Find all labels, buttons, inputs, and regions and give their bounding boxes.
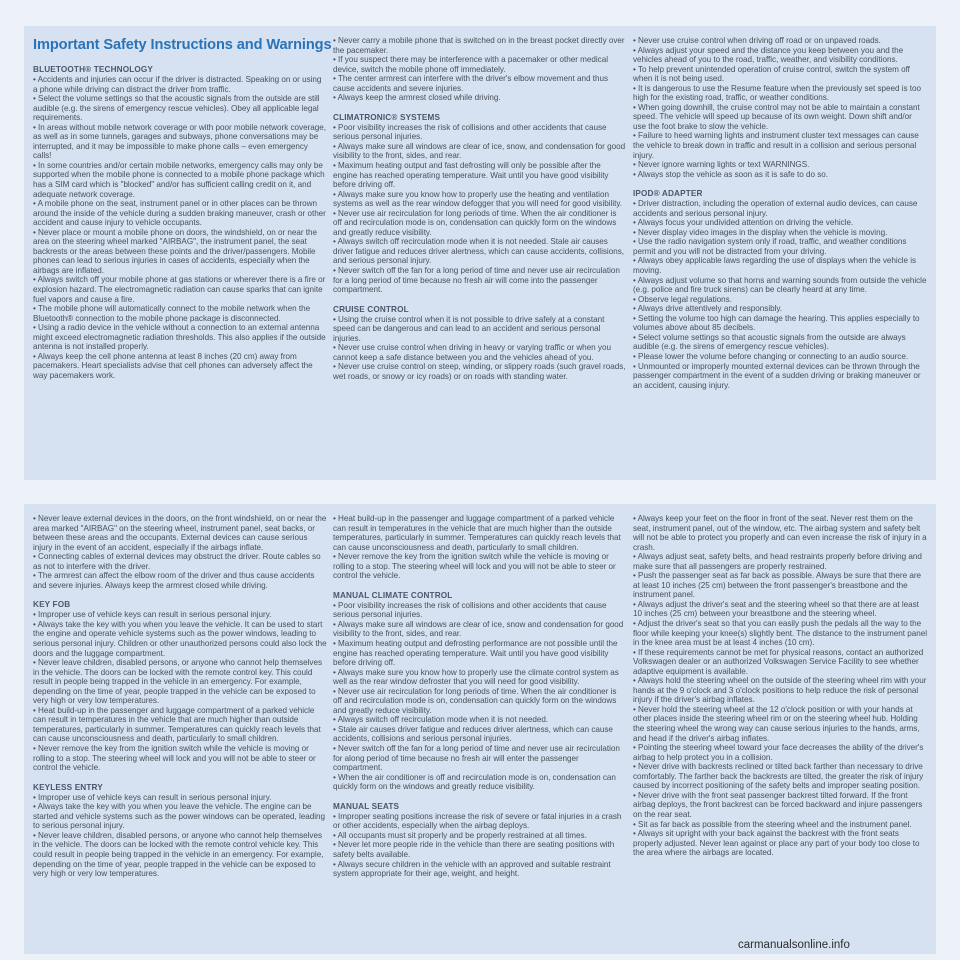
bullet-item: • Select volume settings so that acoustic signals from the outside are always audible (e.g. the sirens of emergency rescue vehicles). xyxy=(633,332,906,352)
bullet-item: • Always drive attentively and responsibly. xyxy=(633,304,783,314)
bullet-item: • Heat build-up in the passenger and luggage compartment of a parked vehicle can result in temperatures in the vehicle that are much higher than outside temperatures, particularly in summer. Temperatures can quickly reach levels that can cause unconsciousness and death, particularly to small children. xyxy=(33,705,321,744)
section xyxy=(333,305,627,382)
bullet-item: • Failure to heed warning lights and instrument cluster text messages can cause the vehicle to break down in traffic and result in a collision and serious personal injury. xyxy=(633,131,919,160)
bullet-item: • Always adjust your speed and the distance you keep between you and the vehicles ahead of you to the road, traffic, weather, and visibility conditions. xyxy=(633,45,904,65)
bottom-column-1 xyxy=(33,514,327,879)
bullet-item: • Always adjust the driver's seat and the steering wheel so that there are at least 10 inches (25 cm) between your breastbone and the steering wheel. xyxy=(633,599,919,619)
bullet-item: • Never display video images in the display when the vehicle is moving. xyxy=(633,227,888,237)
bullet-item: • Never leave children, disabled persons, or anyone who cannot help themselves in the vehicle. The doors can be locked with the remote control key. This could result in people being trapped in the vehicle in an emergency. For example, depending on the time of year, people trapped in the vehicle can be exposed to very high or very low temperatures. xyxy=(33,658,322,706)
bullet-item: • Always switch off recirculation mode when it is not needed. xyxy=(333,715,549,725)
bullet-item: • Never carry a mobile phone that is switched on in the breast pocket directly over the pacemaker. xyxy=(333,36,625,55)
section xyxy=(33,600,327,772)
section xyxy=(633,514,927,858)
bullet-item: • Never hold the steering wheel at the 12 o'clock position or with your hands at other places inside the steering wheel rim or on the steering wheel hub. Holding the steering wheel the wrong way can cause serious injuries to the hands, arms, and head if the driver's airbag inflates. xyxy=(633,704,920,743)
bullet-item: • If you suspect there may be interference with a pacemaker or other medical device, switch the mobile phone off immediately. xyxy=(333,55,609,74)
bullet-item: • Never drive with backrests reclined or tilted back farther than necessary to drive comfortably. The farther back the backrests are tilted, the greater the risk of injury caused by incorrect positioning of the safety belts and improper seating position. xyxy=(633,762,924,791)
bullet-item: • Never use air recirculation for long periods of time. When the air conditioner is off and recirculation mode is on, condensation can quickly form on the windows and greatly reduce visibility. xyxy=(333,208,617,237)
section-heading: MANUAL SEATS xyxy=(333,801,400,811)
bullet-item: • Improper use of vehicle keys can result in serious personal injury. xyxy=(33,610,272,620)
top-column-3 xyxy=(633,36,927,390)
bullet-item: • Always make sure all windows are clear of ice, snow and condensation for good visibility to the front, sides, and rear. xyxy=(333,619,624,639)
bullet-item: • To help prevent unintended operation of cruise control, switch the system off when it is not being used. xyxy=(633,64,910,84)
bullet-item: • A mobile phone on the seat, instrument panel or in other places can be thrown around the inside of the vehicle during a sudden braking maneuver, crash or other accident and cause injury to vehicle occupants. xyxy=(33,199,326,228)
bottom-panel xyxy=(24,504,936,954)
bullet-item: • Maximum heating output and defrosting performance are not possible until the engine has reached operating temperature. Wait until you have good visibility before driving off. xyxy=(333,639,618,668)
bullet-item: • Adjust the driver's seat so that you can easily push the pedals all the way to the floor while keeping your knee(s) slightly bent. The distance to the instrument panel in the knee area must be at least 4 inches (10 cm). xyxy=(633,619,927,648)
bullet-item: • In some countries and/or certain mobile networks, emergency calls may only be supported when the mobile phone is connected to a mobile phone package which has a SIM card which is "blocked" and/or has sufficient calling credit on it, and adequate network coverage. xyxy=(33,160,325,199)
bullet-item: • Connecting cables of external devices may obstruct the driver. Route cables so as not to interfere with the driver. xyxy=(33,552,321,571)
bullet-item: • The mobile phone will automatically connect to the mobile network when the Bluetooth® connection to the mobile phone package is disconnected. xyxy=(33,304,311,323)
bullet-item: • Never remove the key from the ignition switch while the vehicle is moving or rolling to a stop. The steering wheel will lock and you will not be able to steer or control the vehicle. xyxy=(333,552,616,581)
bullet-item: • Always make sure you know how to properly use the climate control system as well as the rear window defroster that you will need for good visibility. xyxy=(333,667,619,687)
section xyxy=(33,514,327,590)
bullet-item: • Always keep the armrest closed while driving. xyxy=(333,93,501,103)
bullet-item: • Always take the key with you when you leave the vehicle. The engine can be started and vehicle systems such as the power windows can be operated, leading to serious personal injury. xyxy=(33,802,326,831)
bullet-item: • Using a radio device in the vehicle without a connection to an external antenna might exceed electromagnetic radiation thresholds. This also applies if the outside antenna is not installed properly. xyxy=(33,323,326,352)
section-heading: KEY FOB xyxy=(33,600,71,610)
bullet-item: • Always sit upright with your back against the backrest with the front seats properly adjusted. Never lean against or place any part of your body too close to the area where the airbags are located. xyxy=(633,829,920,858)
section xyxy=(33,783,327,879)
watermark: carmanualsonline.info xyxy=(738,939,850,951)
bullet-item: • Never drive with the front seat passenger backrest tilted forward. If the front airbag deploys, the front backrest can be forced backward and injure passengers on the rear seat. xyxy=(633,790,923,819)
bullet-item: • Always stop the vehicle as soon as it is safe to do so. xyxy=(633,169,829,179)
bullet-item: • Always obey applicable laws regarding the use of displays when the vehicle is moving. xyxy=(633,256,917,276)
bullet-item: • Maximum heating output and fast defrosting will only be possible after the engine has reached operating temperature. Wait until you have good visibility before driving off. xyxy=(333,161,609,190)
bullet-item: • Never switch off the fan for a long period of time and never use air recirculation for a long period of time because no fresh air will come into the passenger compartment. xyxy=(333,266,620,295)
section xyxy=(333,36,627,103)
bullet-item: • Pointing the steering wheel toward your face decreases the ability of the driver's airbag to help protect you in a collision. xyxy=(633,743,924,762)
bullet-item: • Never leave external devices in the doors, on the front windshield, on or near the area marked "AIRBAG" on the steering wheel, instrument panel, seat backs, or between these areas and the occupants. External devices can cause serious injury in the event of an accident, especially if the airbags inflate. xyxy=(33,514,327,552)
section-heading: CRUISE CONTROL xyxy=(333,304,409,314)
bullet-item: • Driver distraction, including the operation of external audio devices, can cause accidents and serious personal injury. xyxy=(633,199,918,218)
bullet-item: • Unmounted or improperly mounted external devices can be thrown through the passenger compartment in the event of a sudden driving or braking maneuver or an accident, causing injury. xyxy=(633,361,921,390)
bullet-item: • Never switch off the fan for a long period of time and never use air recirculation for along period of time because no fresh air will enter the passenger compartment. xyxy=(333,744,620,773)
bullet-item: • Always switch off recirculation mode when it is not needed. Stale air causes driver fatigue and reduces driver alertness, which can cause accidents, collisions, and serious personal injury. xyxy=(333,237,624,266)
bullet-item: • When going downhill, the cruise control may not be able to maintain a constant speed. The vehicle will speed up because of its own weight. Down shift and/or use the foot brake to slow the vehicle. xyxy=(633,102,920,131)
bullet-item: • Never ignore warning lights or text WARNINGS. xyxy=(633,160,810,170)
bullet-item: • Observe legal regulations. xyxy=(633,294,732,304)
section xyxy=(333,802,627,879)
top-column-1 xyxy=(33,36,332,381)
bullet-item: • Always hold the steering wheel on the outside of the steering wheel rim with your hands at the 9 o'clock and 3 o'clock positions to help reduce the risk of personal injury if the driver's airbag inflates. xyxy=(633,676,927,705)
section-list xyxy=(33,65,327,381)
section-heading: BLUETOOTH® TECHNOLOGY xyxy=(33,65,154,74)
bullet-item: • Select the volume settings so that the acoustic signals from the outside are still audible (e.g. the sirens of emergency rescue vehicles). Obey all applicable legal requirements. xyxy=(33,94,320,123)
bullet-item: • Always adjust volume so that horns and warning sounds from outside the vehicle (e.g. police and fire truck sirens) can be clearly heard at any time. xyxy=(633,275,927,295)
bullet-item: • Always focus your undivided attention on driving the vehicle. xyxy=(633,218,854,228)
section xyxy=(633,36,927,179)
section xyxy=(333,514,627,581)
section-heading: IPOD® ADAPTER xyxy=(633,189,703,199)
bullet-item: • If these requirements cannot be met for physical reasons, contact an authorized Volkswagen dealer or an authorized Volkswagen Service Facility to see whether adaptive equipment is available. xyxy=(633,647,924,676)
bullet-item: • Always make sure all windows are clear of ice, snow, and condensation for good visibility to the front, sides, and rear. xyxy=(333,141,626,161)
bullet-item: • Always keep your feet on the floor in front of the seat. Never rest them on the seat, instrument panel, out of the window, etc. The airbag system and safety belt will not be able to protect you properly and can even increase the risk of injury in a crash. xyxy=(633,514,927,552)
bullet-item: • Poor visibility increases the risk of collisions and other accidents that cause serious personal injuries. xyxy=(333,122,607,142)
bullet-item: • Improper seating positions increase the risk of severe or fatal injuries in a crash or other accidents, especially when the airbag deploys. xyxy=(333,811,622,831)
bullet-item: • Poor visibility increases the risk of collisions and other accidents that cause serious personal injuries. xyxy=(333,600,607,620)
bullet-item: • Please lower the volume before changing or connecting to an audio source. xyxy=(633,351,909,361)
bullet-item: • Push the passenger seat as far back as possible. Always be sure that there are at least 10 inches (25 cm) between the front passenger's breastbone and the instrument panel. xyxy=(633,571,922,600)
bullet-item: • Never leave children, disabled persons, or anyone who cannot help themselves in the vehicle. The doors can be locked with the remote control vehicle key. This could result in people being trapped in the vehicle in an emergency. For example, depending on the time of year, people trapped in the vehicle can be exposed to very high or very low temperatures. xyxy=(33,830,324,879)
top-column-2 xyxy=(333,36,627,382)
bullet-item: • The center armrest can interfere with the driver's elbow movement and thus cause accidents and severe injuries. xyxy=(333,74,609,93)
section xyxy=(33,65,327,381)
bullet-item: • Always adjust seat, safety belts, and head restraints properly before driving and make sure that all passengers are properly restrained. xyxy=(633,552,922,571)
bullet-item: • It is dangerous to use the Resume feature when the previously set speed is too high for the existing road, traffic, or weather conditions. xyxy=(633,83,922,103)
bullet-item: • Never remove the key from the ignition switch while the vehicle is moving or rolling to a stop. The steering wheel will lock and you will not be able to steer or control the vehicle. xyxy=(33,744,316,773)
section-heading: MANUAL CLIMATE CONTROL xyxy=(333,590,453,600)
bullet-item: • Use the radio navigation system only if road, traffic, and weather conditions permit and you will not be distracted from your driving. xyxy=(633,237,907,256)
bottom-column-2 xyxy=(333,514,627,879)
section xyxy=(333,113,627,295)
bullet-item: • Always make sure you know how to properly use the heating and ventilation systems as well as the rear window defogger that you will need for good visibility. xyxy=(333,189,623,209)
page-title: Important Safety Instructions and Warnings xyxy=(33,37,332,53)
bullet-item: • Never place or mount a mobile phone on doors, the windshield, on or near the area on the steering wheel marked "AIRBAG", the instrument panel, the seat backrests or the areas between these points and the driver/passengers. Mobile phones can lead to serious injuries in cases of accidents, especially when the airbags are inflated. xyxy=(33,227,318,275)
bullet-item: • When the air conditioner is off and recirculation mode is on, condensation can quickly form on the windows and greatly reduce visibility. xyxy=(333,772,616,792)
section xyxy=(333,591,627,792)
bullet-item: • Never use cruise control when driving off road or on unpaved roads. xyxy=(633,36,881,45)
bullet-item: • Using the cruise control when it is not possible to drive safely at a constant speed can be dangerous and can lead to an accident and serious personal injuries. xyxy=(333,314,605,343)
top-panel xyxy=(24,26,936,480)
bullet-item: • Always secure children in the vehicle with an approved and suitable restraint system appropriate for their age, weight, and height. xyxy=(333,859,611,879)
bullet-item: • Stale air causes driver fatigue and reduces driver alertness, which can cause accidents, collisions and serious personal injuries. xyxy=(333,724,613,744)
section-heading: CLIMATRONIC® SYSTEMS xyxy=(333,112,441,122)
bullet-item: • Always keep the cell phone antenna at least 8 inches (20 cm) away from pacemakers. Heart specialists advise that cell phones can adversely affect the way pacemakers work. xyxy=(33,351,313,380)
bullet-item: • Always switch off your mobile phone at gas stations or wherever there is a fire or explosion hazard. The electromagnetic radiation can cause sparks that can ignite fuel vapors and cause a fire. xyxy=(33,275,326,304)
bullet-item: • Improper use of vehicle keys can result in serious personal injury. xyxy=(33,792,272,802)
bullet-item: • Sit as far back as possible from the steering wheel and the instrument panel. xyxy=(633,819,912,829)
bullet-item: • Never use cruise control when driving in heavy or varying traffic or when you cannot keep a safe distance between you and the vehicles ahead of you. xyxy=(333,343,611,362)
bullet-item: • Heat build-up in the passenger and luggage compartment of a parked vehicle can result in temperatures in the vehicle that are much higher than the outside temperatures, particularly in summer. Temperatures can quickly reach levels that can cause unconsciousness and death, particularly to small children. xyxy=(333,514,621,552)
bottom-column-3 xyxy=(633,514,927,858)
bullet-item: • Never use cruise control on steep, winding, or slippery roads (such gravel roads, wet roads, or snowy or icy roads) or on roads with standing water. xyxy=(333,362,626,381)
bullet-item: • Accidents and injuries can occur if the driver is distracted. Speaking on or using a phone while driving can distract the driver from traffic. xyxy=(33,75,322,94)
section-heading: KEYLESS ENTRY xyxy=(33,782,103,792)
bullet-item: • In areas without mobile network coverage or with poor mobile network coverage, as well as in some tunnels, garages and subways, phone conversations may be interrupted, and it may be impossible to make phone calls – even emergency calls! xyxy=(33,122,326,161)
bullet-item: • Never let more people ride in the vehicle than there are seating positions with safety belts available. xyxy=(333,840,615,859)
bullet-item: • All occupants must sit properly and be properly restrained at all times. xyxy=(333,830,587,840)
bullet-item: • Always take the key with you when you leave the vehicle. It can be used to start the engine and operate vehicle systems such as the power windows, leading to serious personal injury. Children or other unauthorized persons could also lock the doors and the luggage compartment. xyxy=(33,619,327,658)
bullet-item: • Setting the volume too high can damage the hearing. This applies especially to volumes above about 85 decibels. xyxy=(633,313,920,333)
bullet-item: • The armrest can affect the elbow room of the driver and thus cause accidents and severe injuries. Always keep the armrest closed while driving. xyxy=(33,571,315,590)
bullet-item: • Never use air recirculation for long periods of time. When the air conditioner is off and recirculation mode is on, condensation can quickly form on the windows and greatly reduce visibility. xyxy=(333,686,617,715)
section xyxy=(633,189,927,390)
